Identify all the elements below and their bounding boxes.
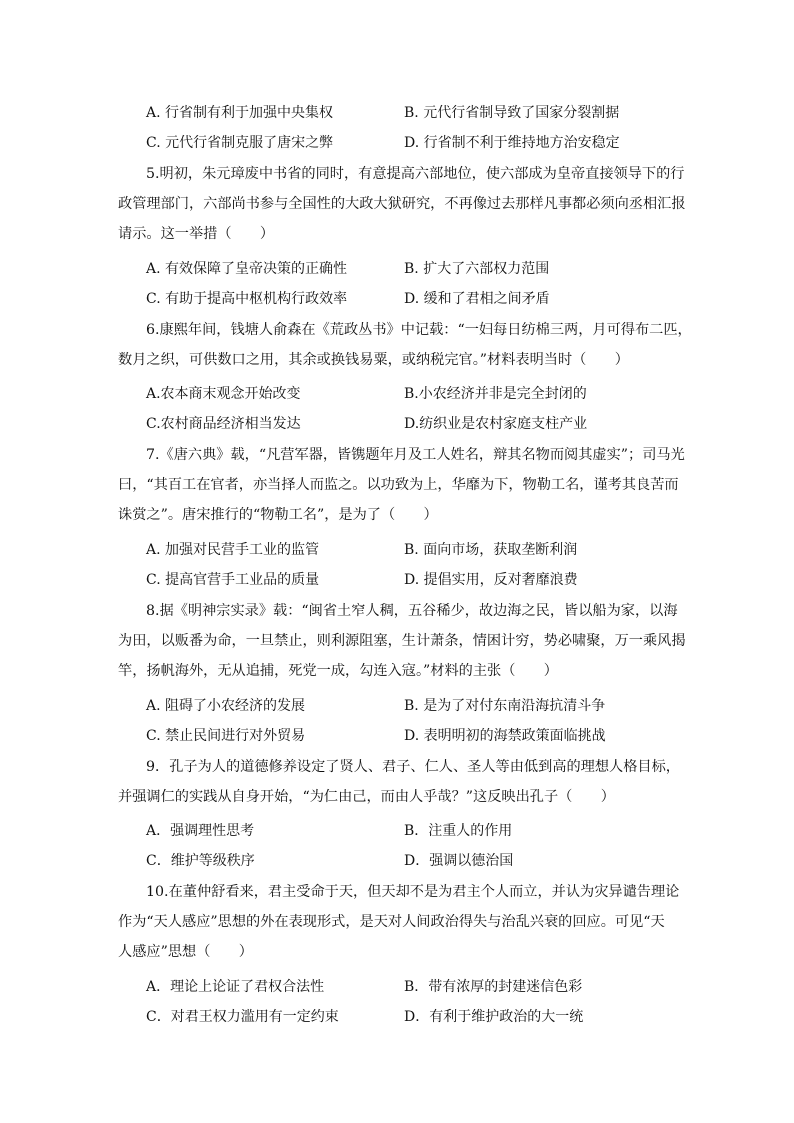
q10-option-a: A．理论上论证了君权合法性 (146, 979, 325, 995)
q5-stem (118, 159, 686, 249)
q7-stem-line-3: 诛赏之”。唐宋推行的“物勒工名”，是为了（ ） (118, 507, 438, 523)
q8-stem-line-2: 为田，以贩番为命，一旦禁止，则利源阻塞，生计萧条，情困计穷，势必啸聚，万一乘风揭 (118, 633, 686, 649)
q9-options-row-1 (146, 820, 706, 842)
q4-options-row-1 (146, 102, 706, 124)
q7-options-row-1 (146, 539, 706, 561)
q7-stem-line-1: 7.《唐六典》载，“凡营军器，皆镌题年月及工人姓名，辩其名物而阅其虚实”；司马光 (146, 447, 685, 463)
q10-stem-line-2: 作为“天人感应”思想的外在表现形式，是天对人间政治得失与治乱兴衰的回应。可见“天 (118, 914, 665, 930)
q5-option-a: A. 有效保障了皇帝决策的正确性 (146, 261, 348, 277)
q10-option-b: B．带有浓厚的封建迷信色彩 (404, 979, 583, 995)
q4-options-row-2 (146, 132, 706, 154)
q5-stem-line-2: 政管理部门，六部尚书参与全国性的大政大狱研究，不再像过去那样凡事都必须向丞相汇报 (118, 196, 686, 212)
q4-option-c: C. 元代行省制克服了唐宋之弊 (146, 135, 334, 151)
q5-stem-line-1: 5.明初，朱元璋废中书省的同时，有意提高六部地位，使六部成为皇帝直接领导下的行 (146, 166, 685, 182)
q6-stem-line-2: 数月之织，可供数口之用，其余或换钱易粟，或纳税完官。”材料表明当时（ ） (118, 352, 629, 368)
q10-stem-line-1: 10.在董仲舒看来，君主受命于天，但天却不是为君主个人而立，并认为灾异谴告理论 (146, 884, 680, 900)
q7-option-a: A. 加强对民营手工业的监管 (146, 542, 320, 558)
q6-option-c: C.农村商品经济相当发达 (146, 416, 301, 432)
q10-option-c: C．对君王权力滥用有一定约束 (146, 1009, 339, 1025)
q5-stem-line-3: 请示。这一举措（ ） (118, 226, 275, 242)
q8-option-c: C. 禁止民间进行对外贸易 (146, 728, 306, 744)
q8-options-row-1 (146, 695, 706, 717)
q5-options-row-2 (146, 288, 706, 310)
q10-stem (118, 877, 678, 967)
q5-option-d: D. 缓和了君相之间矛盾 (404, 291, 550, 307)
q4-option-a: A. 行省制有利于加强中央集权 (146, 105, 334, 121)
q9-stem (118, 752, 678, 812)
q7-stem-line-2: 曰，“其百工在官者，亦当择人而监之。以功致为上，华靡为下，物勒工名，谨考其良苦而 (118, 477, 679, 493)
q6-stem (118, 315, 692, 375)
q4-option-b: B. 元代行省制导致了国家分裂割据 (404, 105, 620, 121)
q6-stem-line-1: 6.康熙年间，钱塘人俞森在《荒政丛书》中记载：“一妇每日纺棉三两，月可得布二匹， (146, 322, 692, 338)
q6-options-row-1 (146, 383, 706, 405)
q9-option-a: A．强调理性思考 (146, 823, 255, 839)
q7-option-d: D. 提倡实用，反对奢靡浪费 (404, 572, 578, 588)
q10-options-row-1 (146, 976, 706, 998)
q6-options-row-2 (146, 413, 706, 435)
q9-option-b: B．注重人的作用 (404, 823, 513, 839)
q10-options-row-2 (146, 1006, 706, 1028)
q9-options-row-2 (146, 850, 706, 872)
q9-stem-line-1: 9．孔子为人的道德修养设定了贤人、君子、仁人、圣人等由低到高的理想人格目标， (146, 759, 680, 775)
q5-option-c: C. 有助于提高中枢机构行政效率 (146, 291, 348, 307)
q9-option-d: D．强调以德治国 (404, 853, 514, 869)
q7-option-b: B. 面向市场，获取垄断利润 (404, 542, 578, 558)
q8-option-a: A. 阻碍了小农经济的发展 (146, 698, 306, 714)
q8-stem (118, 596, 686, 686)
q5-options-row-1 (146, 258, 706, 280)
q10-stem-line-3: 人感应”思想（ ） (118, 944, 253, 960)
q7-options-row-2 (146, 569, 706, 591)
q9-stem-line-2: 并强调仁的实践从自身开始，“为仁由己，而由人乎哉？”这反映出孔子（ ） (118, 789, 615, 805)
q8-options-row-2 (146, 725, 706, 747)
q9-option-c: C．维护等级秩序 (146, 853, 255, 869)
q7-option-c: C. 提高官营手工业品的质量 (146, 572, 320, 588)
q6-option-d: D.纺织业是农村家庭支柱产业 (404, 416, 588, 432)
q5-option-b: B. 扩大了六部权力范围 (404, 261, 550, 277)
q6-option-b: B.小农经济并非是完全封闭的 (404, 386, 587, 402)
q6-option-a: A.农本商末观念开始改变 (146, 386, 301, 402)
q8-stem-line-1: 8.据《明神宗实录》载：“闽省土窄人稠，五谷稀少，故边海之民，皆以船为家，以海 (146, 603, 678, 619)
q8-stem-line-3: 竿，扬帆海外，无从追捕，死党一成，勾连入寇。”材料的主张（ ） (118, 663, 558, 679)
q8-option-d: D. 表明明初的海禁政策面临挑战 (404, 728, 606, 744)
q8-option-b: B. 是为了对付东南沿海抗清斗争 (404, 698, 606, 714)
q4-option-d: D. 行省制不利于维持地方治安稳定 (404, 135, 620, 151)
q10-option-d: D．有利于维护政治的大一统 (404, 1009, 584, 1025)
q7-stem (118, 440, 685, 530)
